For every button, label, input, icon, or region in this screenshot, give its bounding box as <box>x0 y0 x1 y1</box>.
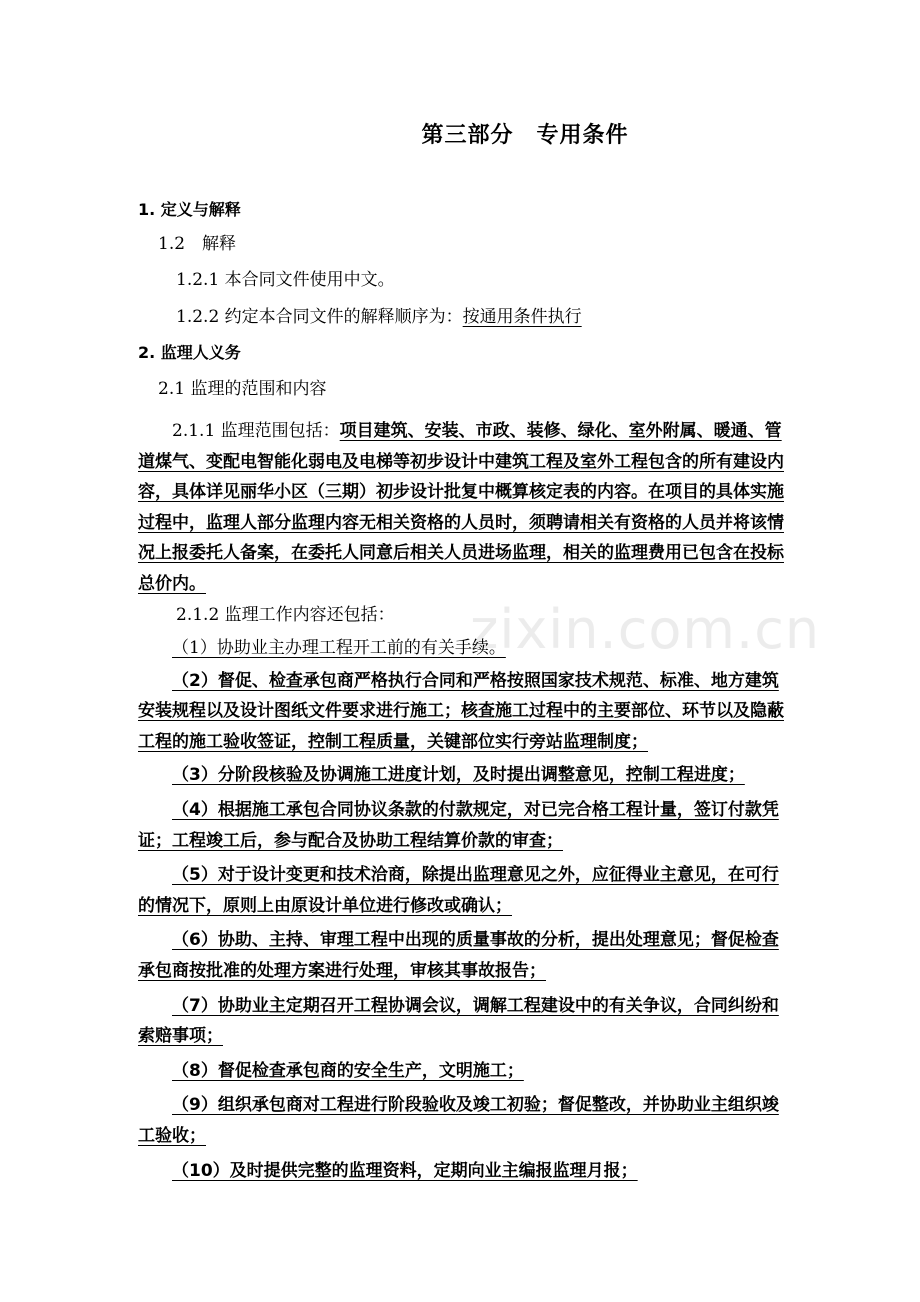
list-item: （2）督促、检查承包商严格执行合同和严格按照国家技术规范、标准、地方建筑安装规程以及设计图纸文件要求进行施工；核查施工过程中的主要部位、环节以及隐蔽工程的施工验收签证，控制工程质量，关键部位实行旁站监理制度； <box>138 670 784 752</box>
list-item: （4）根据施工承包合同协议条款的付款规定，对已完合格工程计量，签订付款凭证；工程竣工后，参与配合及协助工程结算价款的审查； <box>138 799 779 851</box>
list-item: （10）及时提供完整的监理资料，定期向业主编报监理月报； <box>172 1160 638 1181</box>
clause-2-1-1-value: 项目建筑、安装、市政、装修、绿化、室外附属、暖通、管道煤气、变配电智能化弱电及电梯等初步设计中建筑工程及室外工程包含的所有建设内容，具体详见丽华小区（三期）初步设计批复中概算核定表的内容。在项目的具体实施过程中，监理人部分监理内容无相关资格的人员时，须聘请相关有资格的人员并将该情况上报委托人备案，在委托人同意后相关人员进场监理，相关的监理费用已包含在投标总价内。 <box>138 421 784 594</box>
list-item: （3）分阶段核验及协调施工进度计划，及时提出调整意见，控制工程进度； <box>172 765 745 786</box>
clause-1-2-1: 1.2.1 本合同文件使用中文。 <box>176 270 395 290</box>
section-2-heading: 2. 监理人义务 <box>138 343 241 362</box>
subsection-2-1: 2.1 监理的范围和内容 <box>158 379 327 399</box>
subsection-1-2: 1.2 解释 <box>158 234 237 254</box>
list-item: （7）协助业主定期召开工程协调会议，调解工程建设中的有关争议，合同纠纷和索赔事项； <box>138 995 779 1047</box>
list-item: （8）督促检查承包商的安全生产，文明施工； <box>172 1060 524 1081</box>
clause-1-2-2-label: 1.2.2 约定本合同文件的解释顺序为： <box>176 307 463 327</box>
clause-2-1-2: 2.1.2 监理工作内容还包括： <box>176 605 395 625</box>
work-items-list <box>138 633 786 1186</box>
clause-1-2-2-value: 按通用条件执行 <box>462 307 582 327</box>
clause-2-1-1 <box>138 416 786 600</box>
list-item: （5）对于设计变更和技术洽商，除提出监理意见之外，应征得业主意见，在可行的情况下，原则上由原设计单位进行修改或确认； <box>138 865 779 916</box>
section-1-heading: 1. 定义与解释 <box>138 200 241 219</box>
list-item: （9）组织承包商对工程进行阶段验收及竣工初验；督促整改，并协助业主组织竣工验收； <box>138 1095 779 1146</box>
clause-1-2-2 <box>176 303 582 331</box>
list-item: （1）协助业主办理工程开工前的有关手续。 <box>172 638 506 658</box>
watermark: zixin.com.cn <box>470 598 821 661</box>
list-item: （6）协助、主持、审理工程中出现的质量事故的分析，提出处理意见；督促检查承包商按批准的处理方案进行处理，审核其事故报告； <box>138 930 779 981</box>
clause-2-1-1-label: 2.1.1 监理范围包括： <box>172 421 340 441</box>
page-title: 第三部分 专用条件 <box>421 123 629 148</box>
